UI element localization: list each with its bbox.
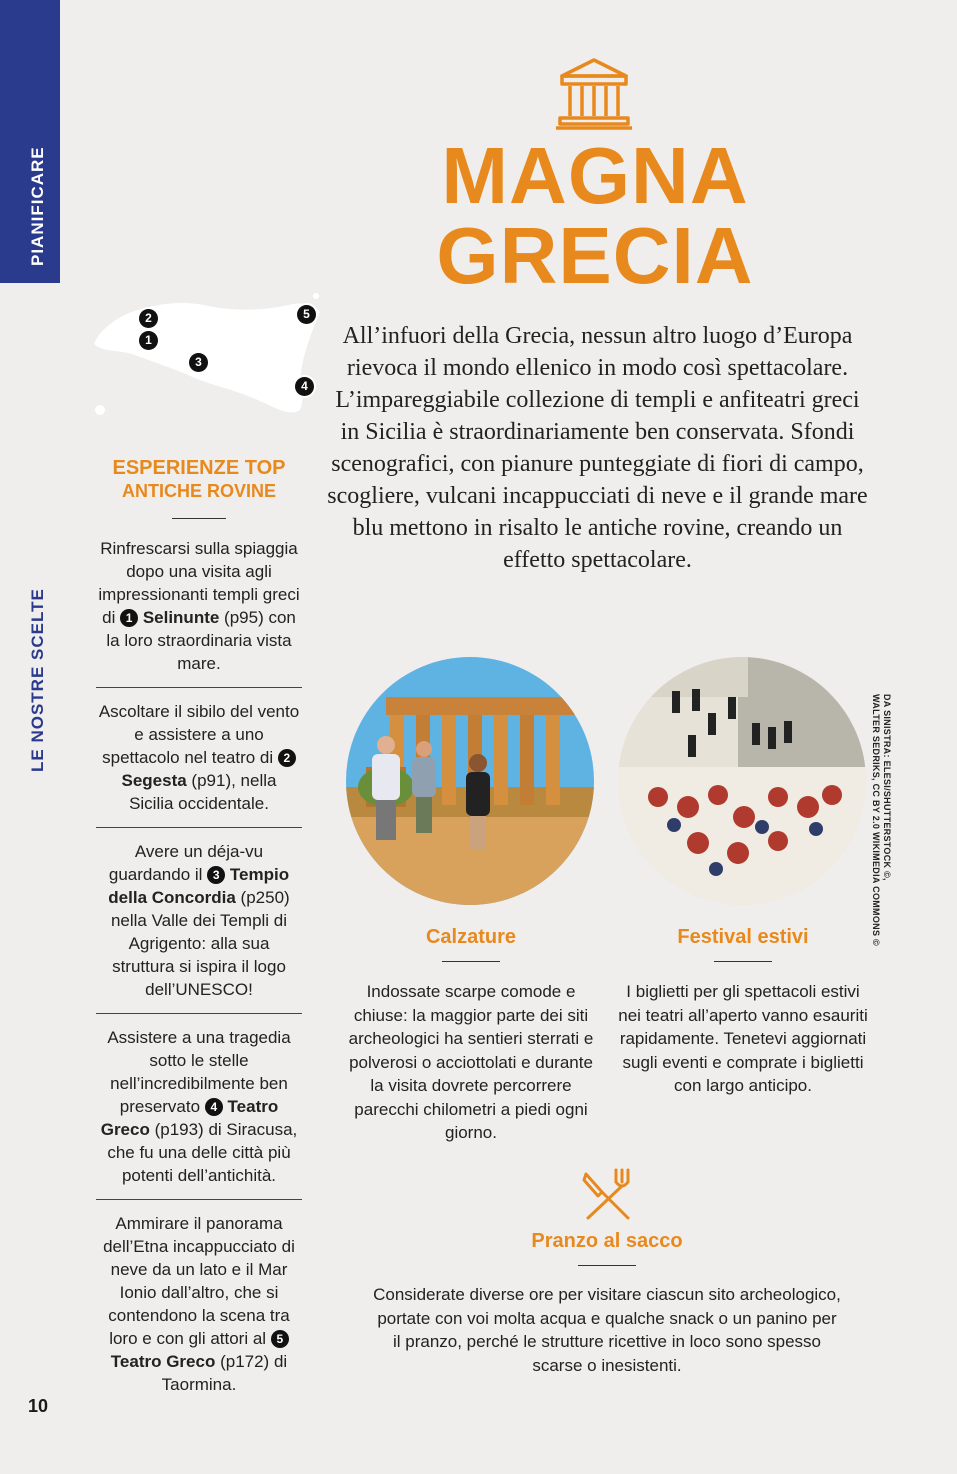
tip-pranzo [440,1230,774,1266]
section-tab [0,0,60,283]
page-title [330,131,860,300]
place-name: Teatro Greco [100,1097,279,1139]
number-badge: 3 [207,866,225,884]
ruins-photo [346,657,594,905]
tip-festival [614,926,872,962]
experience-item: Rinfrescarsi sulla spiaggia dopo una visita agli impressionanti templi greci di 1 Selinunte (p95) con la loro straordinaria vista mare. [96,537,302,688]
theatre-festival-photo [618,657,866,905]
map-marker-1: 1 [139,331,158,350]
number-badge: 2 [278,749,296,767]
temple-icon [554,56,634,132]
divider [578,1265,636,1266]
title-line-1: MAGNA [441,131,749,220]
experiences-subtitle: ANTICHE ROVINE [121,481,276,501]
divider [442,961,500,962]
number-badge: 5 [271,1330,289,1348]
section-tab-label: PIANIFICARE [28,146,47,266]
tip-text: Considerate diverse ore per visitare ciascun sito archeologico, portate con voi molta acqua e qualche snack o un panino per il pranzo, perché le strutture ricettive in loco sono spesso scarse o inesistenti. [373,1285,841,1375]
divider [714,961,772,962]
number-badge: 4 [205,1098,223,1116]
map-marker-2: 2 [139,309,158,328]
tip-title: Calzature [425,926,517,948]
map-marker-4: 4 [295,377,314,396]
subsection-tab-label: LE NOSTRE SCELTE [28,588,47,772]
map-marker-5: 5 [297,305,316,324]
tip-title: Festival estivi [677,926,809,948]
experience-item: Assistere a una tragedia sotto le stelle nell’incredibilmente ben preservato 4 Teatro Greco (p193) di Siracusa, che fu una delle città più potenti dell’antichità. [96,1026,302,1200]
photo-credit: DA SINISTRA: ELESI/SHUTTERSTOCK ©, WALTER SEDRIKS, CC BY 2.0 WIKIMEDIA COMMONS © [871,694,892,946]
place-name: Selinunte [142,608,220,627]
place-name: Teatro Greco [110,1352,216,1371]
number-badge: 1 [120,609,138,627]
top-experiences [96,456,302,1420]
sicily-outline [88,286,328,426]
intro-paragraph: All’infuori della Grecia, nessun altro luogo d’Europa rievoca il mondo ellenico in modo così spettacolare. L’impareggiabile collezione di templi e anfiteatri greci in Sicilia è straordinariamente ben conservata. Sfondi scenografici, con pianure punteggiate di fiori di campo, scogliere, vulcani incappucciati di neve e il grande mare blu mettono in risalto le antiche rovine, creando un effetto spettacolare. [327,323,868,573]
page-number: 10 [28,1396,49,1416]
experiences-title: ESPERIENZE TOP [112,457,286,479]
divider [172,518,226,519]
place-name: Segesta [121,771,187,790]
tip-title: Pranzo al sacco [531,1230,683,1252]
subsection-tab [0,290,60,772]
tip-text: I biglietti per gli spettacoli estivi nei teatri all’aperto vanno esauriti rapidamente. Tenetevi aggiornati sugli eventi e comprate i biglietti con largo anticipo. [618,982,868,1095]
title-line-2: GRECIA [436,211,754,300]
experience-item: Ascoltare il sibilo del vento e assistere a uno spettacolo nel teatro di 2 Segesta (p91), nella Sicilia occidentale. [96,700,302,828]
fork-knife-icon [580,1166,636,1222]
tip-text: Indossate scarpe comode e chiuse: la maggior parte dei siti archeologici ha sentieri sterrati e polverosi o acciottolati e durante la visita dovrete percorrere parecchi chilometri a piedi ogni giorno. [348,982,594,1142]
map-marker-3: 3 [189,353,208,372]
sicily-map [88,286,328,426]
place-name: Tempio della Concordia [108,865,290,907]
tip-calzature [342,926,600,962]
experience-item: Ammirare il panorama dell’Etna incappucciato di neve da un lato e il Mar Ionio dall’altro, che si contendono la scena tra loro e con gli attori al 5 Teatro Greco (p172) di Taormina. [103,1214,295,1394]
experience-item: Avere un déja-vu guardando il 3 Tempio della Concordia (p250) nella Valle dei Templi di Agrigento: alla sua struttura si ispira il logo dell’UNESCO! [96,840,302,1014]
